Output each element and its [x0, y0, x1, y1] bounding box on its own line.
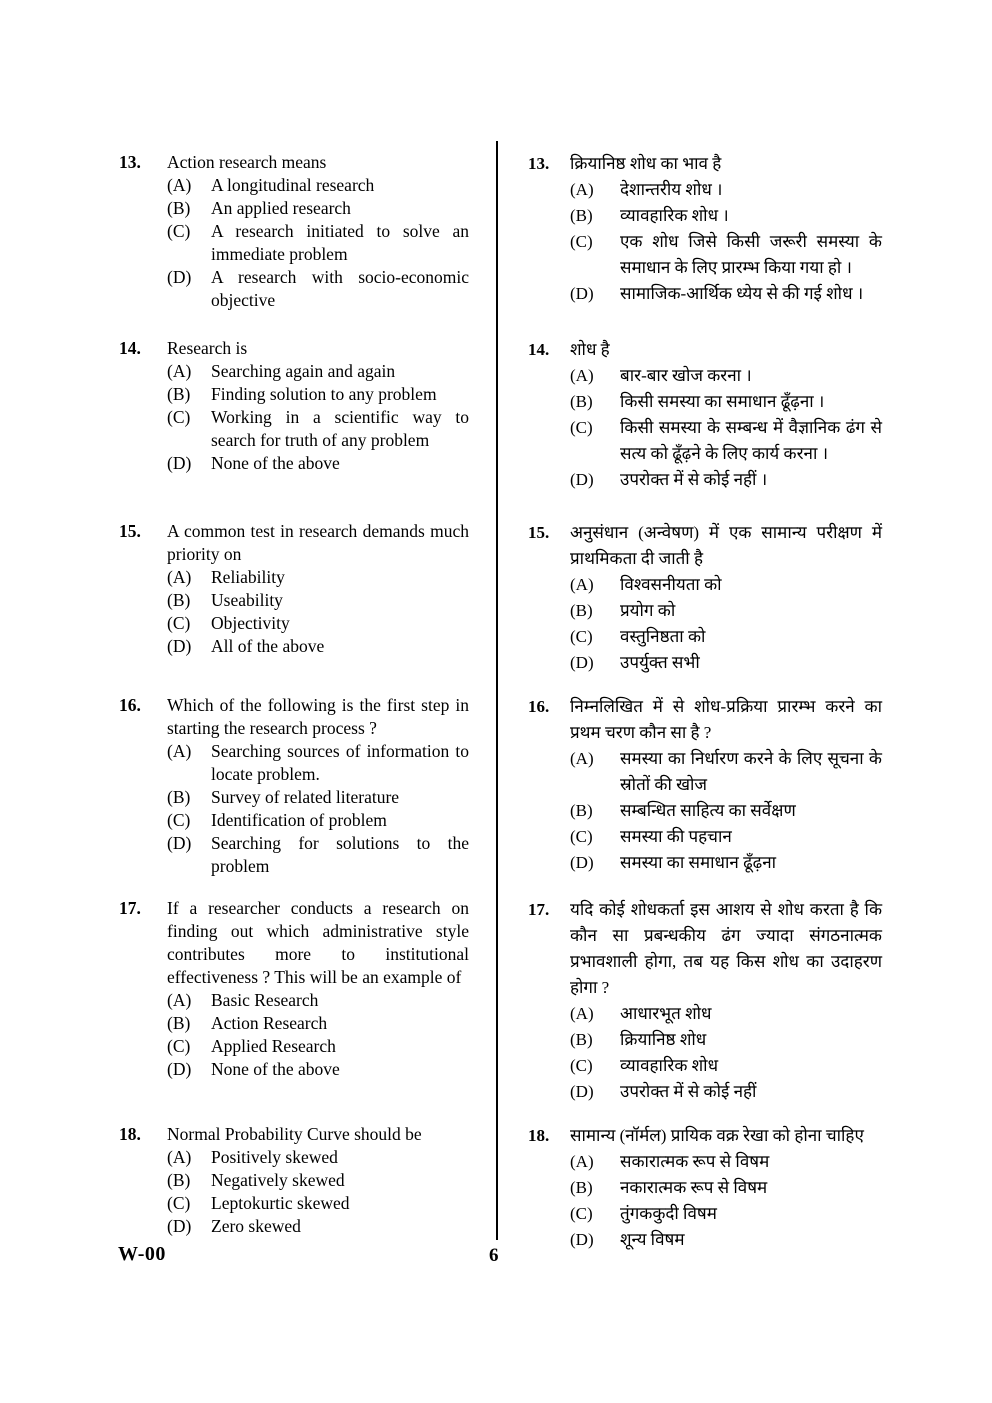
option-text: किसी समस्या का समाधान ढूँढ़ना ।: [620, 392, 825, 411]
option-row: [167, 452, 469, 475]
option-text: उपरोक्त में से कोई नहीं: [620, 1082, 757, 1101]
option-row: [167, 589, 469, 612]
option-label: (D): [570, 653, 594, 672]
option-row: [570, 203, 882, 229]
option-row: [570, 467, 882, 493]
option-row: [167, 612, 469, 635]
option-label: (C): [570, 1204, 593, 1223]
option-row: [167, 383, 469, 406]
question-number: 16.: [528, 697, 550, 716]
question-cell-hindi: [497, 151, 992, 337]
option-row: [570, 1149, 882, 1175]
option-text: Searching again and again: [211, 361, 396, 381]
option-row: [167, 1058, 469, 1081]
option-text: व्यावहारिक शोध ।: [620, 206, 729, 225]
question-text: यदि कोई शोधकर्ता इस आशय से शोध करता है कि कौन सा प्रबन्धकीय ढंग ज्यादा संगठनात्मक प्रभावशाली होगा, तब यह किस शोध का उदाहरण होगा ?: [570, 900, 882, 997]
option-text: देशान्तरीय शोध ।: [620, 180, 723, 199]
question-number: 18.: [119, 1124, 141, 1144]
question-cell-hindi: [497, 337, 992, 520]
question-number: 18.: [528, 1126, 550, 1145]
question-text: सामान्य (नॉर्मल) प्रायिक वक्र रेखा को होना चाहिए: [570, 1126, 864, 1145]
option-text: प्रयोग को: [620, 601, 676, 620]
booklet-code: W-00: [118, 1243, 166, 1265]
option-label: (B): [167, 1013, 191, 1033]
question-body: [167, 897, 469, 1081]
option-text: समस्या का समाधान ढूँढ़ना: [620, 853, 777, 872]
option-label: (D): [570, 1230, 594, 1249]
option-label: (C): [570, 232, 593, 251]
option-row: [167, 566, 469, 589]
question-cell-hindi: [497, 694, 992, 897]
option-label: (B): [167, 787, 191, 807]
option-row: [167, 1035, 469, 1058]
question-number: 17.: [119, 898, 141, 918]
question-body: [570, 520, 882, 676]
question: [119, 151, 469, 312]
option-text: बार-बार खोज करना ।: [620, 366, 752, 385]
question-body: [167, 694, 469, 878]
option-label: (A): [167, 175, 192, 195]
option-text: नकारात्मक रूप से विषम: [620, 1178, 768, 1197]
option-row: [570, 824, 882, 850]
question: [119, 694, 469, 878]
option-row: [570, 389, 882, 415]
question-text: Research is: [167, 338, 248, 358]
option-row: [167, 1012, 469, 1035]
page-number: 6: [489, 1245, 499, 1266]
option-label: (A): [570, 575, 594, 594]
option-text: All of the above: [211, 636, 325, 656]
option-row: [167, 220, 469, 266]
option-row: [570, 415, 882, 467]
option-text: Negatively skewed: [211, 1170, 345, 1190]
question-number: 17.: [528, 900, 550, 919]
option-row: [570, 624, 882, 650]
question-cell-english: [0, 151, 497, 337]
question-text: A common test in research demands much priority on: [167, 521, 469, 564]
option-label: (D): [167, 1059, 192, 1079]
question-cell-english: [0, 520, 497, 694]
question-number: 14.: [119, 338, 141, 358]
option-text: समस्या की पहचान: [620, 827, 732, 846]
question-text: निम्नलिखित में से शोध-प्रक्रिया प्रारम्भ करने का प्रथम चरण कौन सा है ?: [570, 697, 882, 742]
question-text: क्रियानिष्ठ शोध का भाव है: [570, 154, 722, 173]
option-label: (A): [570, 749, 594, 768]
option-label: (D): [167, 1216, 192, 1236]
question: [119, 897, 469, 1081]
option-row: [570, 850, 882, 876]
option-text: Applied Research: [211, 1036, 336, 1056]
question: [528, 694, 882, 876]
option-label: (B): [570, 801, 593, 820]
option-row: [570, 1079, 882, 1105]
option-text: A longitudinal research: [211, 175, 375, 195]
question-text: Which of the following is the first step in starting the research process ?: [167, 695, 469, 738]
option-text: व्यावहारिक शोध: [620, 1056, 719, 1075]
question-body: [167, 1123, 469, 1238]
option-label: (B): [167, 198, 191, 218]
option-text: Searching for solutions to the problem: [211, 833, 469, 876]
option-text: तुंगककुदी विषम: [620, 1204, 717, 1223]
question: [528, 1123, 882, 1253]
option-text: सम्बन्धित साहित्य का सर्वेक्षण: [620, 801, 796, 820]
option-text: Leptokurtic skewed: [211, 1193, 350, 1213]
option-text: आधारभूत शोध: [620, 1004, 712, 1023]
option-row: [570, 598, 882, 624]
question-body: [570, 151, 882, 307]
option-label: (C): [167, 810, 191, 830]
option-row: [167, 635, 469, 658]
option-text: क्रियानिष्ठ शोध: [620, 1030, 707, 1049]
option-row: [167, 197, 469, 220]
question: [528, 337, 882, 493]
question-body: [167, 337, 469, 475]
question-number: 14.: [528, 340, 550, 359]
option-row: [570, 229, 882, 281]
page-footer: [0, 1243, 992, 1277]
option-label: (C): [167, 1036, 191, 1056]
question-text: शोध है: [570, 340, 610, 359]
option-text: Zero skewed: [211, 1216, 301, 1236]
option-label: (A): [167, 1147, 192, 1167]
question-body: [167, 151, 469, 312]
option-label: (A): [570, 366, 594, 385]
option-text: None of the above: [211, 453, 340, 473]
option-row: [167, 809, 469, 832]
option-row: [570, 746, 882, 798]
question: [119, 520, 469, 658]
option-text: विश्वसनीयता को: [620, 575, 722, 594]
question-text: अनुसंधान (अन्वेषण) में एक सामान्य परीक्षण में प्राथमिकता दी जाती है: [570, 523, 882, 568]
question-body: [570, 694, 882, 876]
option-text: Objectivity: [211, 613, 290, 633]
option-row: [570, 177, 882, 203]
option-label: (C): [570, 827, 593, 846]
option-label: (B): [570, 1178, 593, 1197]
option-row: [167, 1169, 469, 1192]
option-row: [570, 281, 882, 307]
option-text: Identification of problem: [211, 810, 387, 830]
option-row: [167, 1146, 469, 1169]
option-label: (C): [167, 407, 191, 427]
question-cell-hindi: [497, 1123, 992, 1253]
option-label: (A): [570, 1004, 594, 1023]
option-text: Working in a scientific way to search for truth of any problem: [211, 407, 469, 450]
option-label: (C): [570, 1056, 593, 1075]
question: [119, 337, 469, 475]
option-row: [167, 360, 469, 383]
question-number: 13.: [528, 154, 550, 173]
option-label: (D): [167, 833, 192, 853]
option-label: (B): [570, 392, 593, 411]
question-number: 16.: [119, 695, 141, 715]
option-label: (C): [570, 627, 593, 646]
option-label: (D): [570, 1082, 594, 1101]
option-row: [167, 786, 469, 809]
option-text: सकारात्मक रूप से विषम: [620, 1152, 770, 1171]
option-text: शून्य विषम: [620, 1230, 685, 1249]
question-cell-english: [0, 337, 497, 520]
option-text: Useability: [211, 590, 283, 610]
option-label: (D): [570, 284, 594, 303]
question-body: [167, 520, 469, 658]
option-row: [167, 174, 469, 197]
question-number: 15.: [119, 521, 141, 541]
option-label: (C): [167, 1193, 191, 1213]
question-cell-english: [0, 694, 497, 897]
question-text: Normal Probability Curve should be: [167, 1124, 422, 1144]
option-row: [167, 740, 469, 786]
column-divider: [496, 141, 498, 1240]
option-text: Action Research: [211, 1013, 328, 1033]
option-label: (B): [167, 1170, 191, 1190]
option-label: (B): [570, 206, 593, 225]
question-body: [570, 337, 882, 493]
option-text: Reliability: [211, 567, 285, 587]
option-text: Finding solution to any problem: [211, 384, 437, 404]
option-row: [570, 572, 882, 598]
option-text: सामाजिक-आर्थिक ध्येय से की गई शोध ।: [620, 284, 864, 303]
option-row: [570, 1001, 882, 1027]
option-row: [570, 798, 882, 824]
option-label: (B): [167, 590, 191, 610]
option-label: (A): [570, 1152, 594, 1171]
option-label: (A): [167, 990, 192, 1010]
question: [528, 897, 882, 1105]
question-body: [570, 1123, 882, 1253]
question-text: Action research means: [167, 152, 327, 172]
option-row: [570, 1027, 882, 1053]
option-label: (C): [167, 221, 191, 241]
option-text: None of the above: [211, 1059, 340, 1079]
question: [528, 520, 882, 676]
option-row: [570, 1053, 882, 1079]
question-number: 15.: [528, 523, 550, 542]
option-row: [167, 1215, 469, 1238]
question-body: [570, 897, 882, 1105]
option-label: (A): [167, 741, 192, 761]
option-row: [570, 1201, 882, 1227]
option-label: (C): [570, 418, 593, 437]
option-label: (D): [570, 470, 594, 489]
option-text: उपरोक्त में से कोई नहीं ।: [620, 470, 768, 489]
option-text: वस्तुनिष्ठता को: [620, 627, 706, 646]
option-text: A research initiated to solve an immediate problem: [211, 221, 469, 264]
option-row: [570, 650, 882, 676]
question-cell-english: [0, 897, 497, 1123]
option-text: Survey of related literature: [211, 787, 400, 807]
option-row: [167, 1192, 469, 1215]
option-row: [167, 266, 469, 312]
option-text: एक शोध जिसे किसी जरूरी समस्या के समाधान के लिए प्रारम्भ किया गया हो ।: [620, 232, 882, 277]
question-cell-hindi: [497, 520, 992, 694]
option-label: (A): [167, 361, 192, 381]
option-label: (A): [570, 180, 594, 199]
option-label: (D): [167, 267, 192, 287]
option-label: (B): [167, 384, 191, 404]
option-row: [167, 406, 469, 452]
option-row: [167, 832, 469, 878]
option-label: (B): [570, 601, 593, 620]
question: [528, 151, 882, 307]
option-text: समस्या का निर्धारण करने के लिए सूचना के स्रोतों की खोज: [620, 749, 882, 794]
option-label: (D): [167, 636, 192, 656]
option-row: [570, 363, 882, 389]
question-text: If a researcher conducts a research on finding out which administrative style contributes more to institutional effectiveness ? This will be an example of: [167, 898, 469, 987]
question-number: 13.: [119, 152, 141, 172]
question-cell-hindi: [497, 897, 992, 1123]
option-text: Searching sources of information to locate problem.: [211, 741, 469, 784]
option-text: An applied research: [211, 198, 351, 218]
question-cell-english: [0, 1123, 497, 1253]
option-row: [167, 989, 469, 1012]
option-label: (D): [167, 453, 192, 473]
option-label: (A): [167, 567, 192, 587]
option-label: (D): [570, 853, 594, 872]
option-text: किसी समस्या के सम्बन्ध में वैज्ञानिक ढंग से सत्य को ढूँढ़ने के लिए कार्य करना ।: [620, 418, 882, 463]
option-row: [570, 1175, 882, 1201]
option-text: A research with socio-economic objective: [211, 267, 469, 310]
option-label: (B): [570, 1030, 593, 1049]
option-text: Basic Research: [211, 990, 319, 1010]
question: [119, 1123, 469, 1238]
option-text: उपर्युक्त सभी: [620, 653, 700, 672]
option-label: (C): [167, 613, 191, 633]
option-text: Positively skewed: [211, 1147, 338, 1167]
